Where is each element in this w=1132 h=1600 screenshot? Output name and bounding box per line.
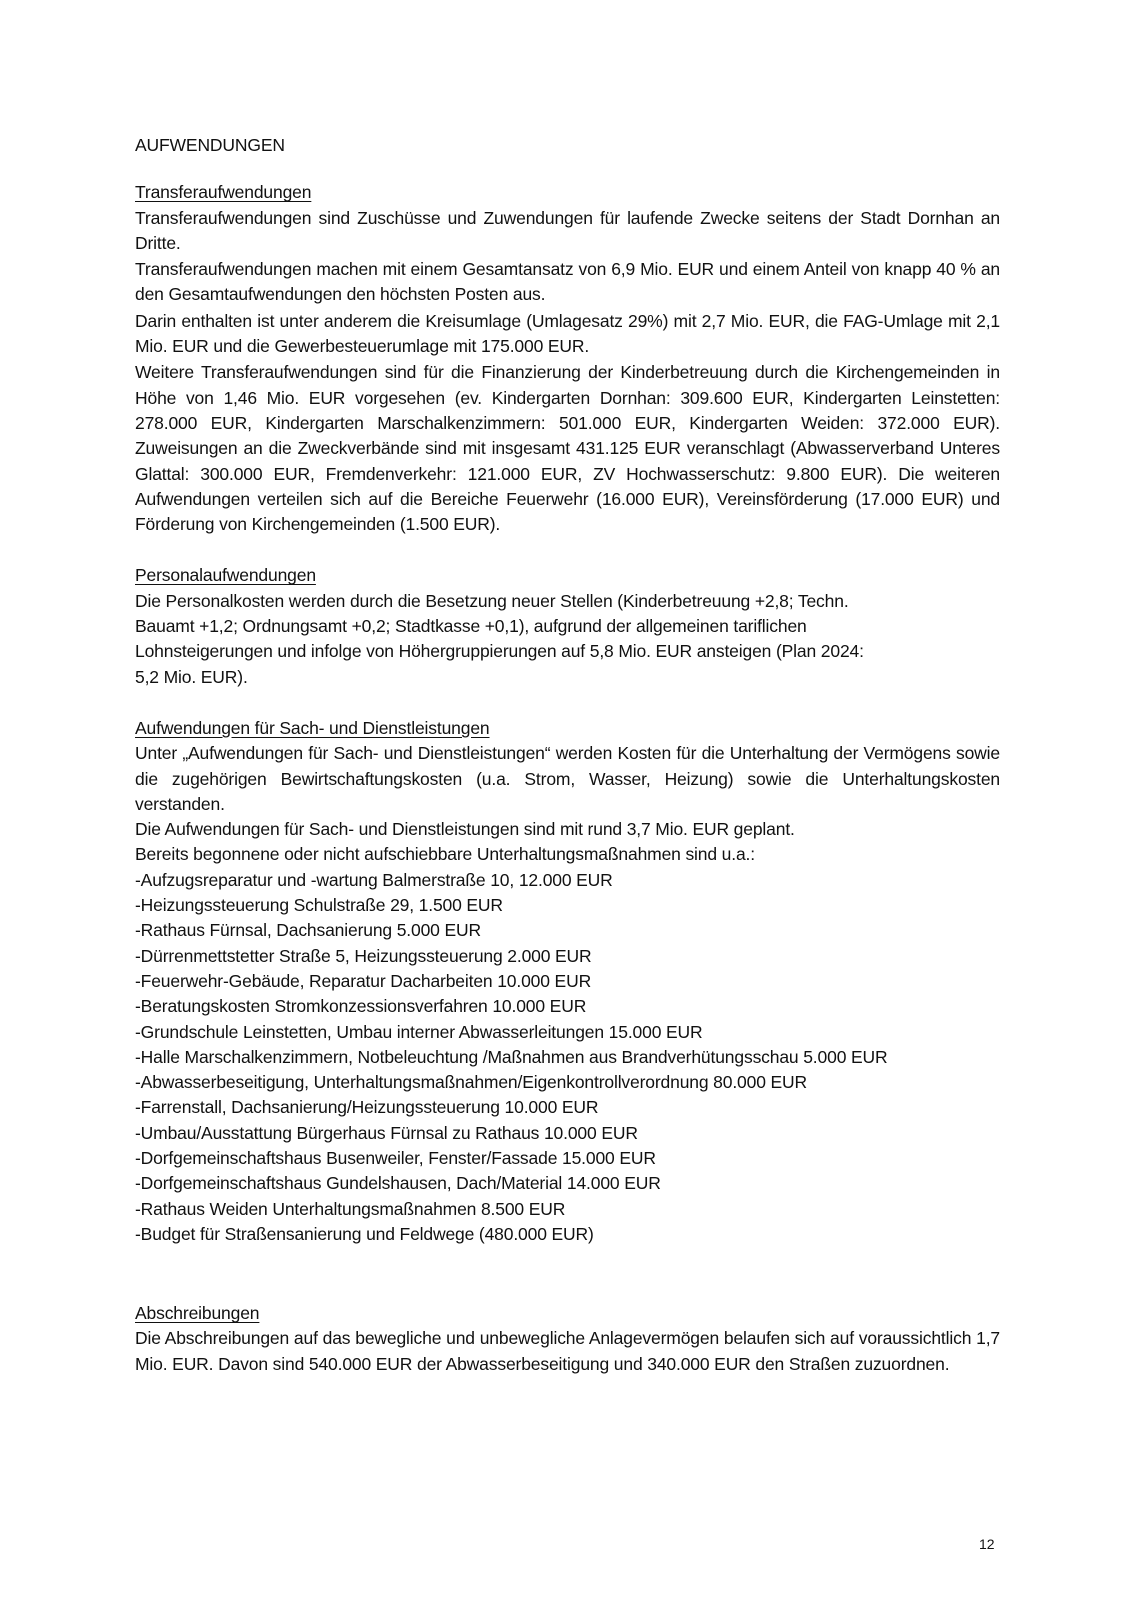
transfer-heading: Transferaufwendungen: [135, 182, 312, 203]
list-item: -Grundschule Leinstetten, Umbau interner Abwasserleitungen 15.000 EUR: [135, 1021, 703, 1042]
list-item: -Dorfgemeinschaftshaus Busenweiler, Fenster/Fassade 15.000 EUR: [135, 1147, 656, 1168]
personal-heading: Personalaufwendungen: [135, 565, 316, 586]
sach-heading: Aufwendungen für Sach- und Dienstleistungen: [135, 717, 490, 738]
list-item: -Halle Marschalkenzimmern, Notbeleuchtung /Maßnahmen aus Brandverhütungsschau 5.000 EUR: [135, 1046, 888, 1067]
list-item: -Feuerwehr-Gebäude, Reparatur Dacharbeiten 10.000 EUR: [135, 970, 592, 991]
section-transfer: [135, 180, 1000, 537]
maintenance-list: [135, 868, 1000, 1247]
personal-line: Bauamt +1,2; Ordnungsamt +0,2; Stadtkasse +0,1), aufgrund der allgemeinen tariflichen: [135, 616, 807, 637]
list-item: -Dorfgemeinschaftshaus Gundelshausen, Dach/Material 14.000 EUR: [135, 1173, 661, 1194]
abschreibungen-heading: Abschreibungen: [135, 1303, 260, 1324]
sach-intro: Unter „Aufwendungen für Sach- und Dienstleistungen“ werden Kosten für die Unterhaltung der Vermögens sowie die zugehörigen Bewirtschaftungskosten (u.a. Strom, Wasser, Heizung) sowie die Unterhaltungskosten verstanden.: [135, 743, 1000, 814]
list-item: -Rathaus Weiden Unterhaltungsmaßnahmen 8.500 EUR: [135, 1198, 566, 1219]
section-abschreibungen: [135, 1301, 1000, 1377]
page-number: 12: [979, 1536, 995, 1552]
list-item: -Rathaus Fürnsal, Dachsanierung 5.000 EUR: [135, 920, 481, 941]
sach-planned: Die Aufwendungen für Sach- und Dienstleistungen sind mit rund 3,7 Mio. EUR geplant.: [135, 819, 795, 840]
personal-line: 5,2 Mio. EUR).: [135, 666, 248, 687]
sach-list-intro: Bereits begonnene oder nicht aufschiebbare Unterhaltungsmaßnahmen sind u.a.:: [135, 844, 755, 865]
list-item: -Heizungssteuerung Schulstraße 29, 1.500 EUR: [135, 895, 503, 916]
transfer-paragraph: Transferaufwendungen sind Zuschüsse und Zuwendungen für laufende Zwecke seitens der Stadt Dornhan an Dritte.: [135, 207, 1000, 253]
list-item: -Budget für Straßensanierung und Feldwege (480.000 EUR): [135, 1223, 594, 1244]
list-item: -Aufzugsreparatur und -wartung Balmerstraße 10, 12.000 EUR: [135, 869, 613, 890]
document-body: [135, 133, 1000, 1377]
transfer-paragraph: Transferaufwendungen machen mit einem Gesamtansatz von 6,9 Mio. EUR und einem Anteil von knapp 40 % an den Gesamtaufwendungen den höchsten Posten aus.: [135, 259, 1000, 305]
list-item: -Umbau/Ausstattung Bürgerhaus Fürnsal zu Rathaus 10.000 EUR: [135, 1122, 638, 1143]
transfer-paragraph: Weitere Transferaufwendungen sind für die Finanzierung der Kinderbetreuung durch die Kirchengemeinden in Höhe von 1,46 Mio. EUR vorgesehen (ev. Kindergarten Dornhan: 309.600 EUR, Kindergarten Leinstetten: 278.000 EUR, Kindergarten Marschalkenzimmern: 501.000 EUR, Kindergarten Weiden: 372.000 EUR). Zuweisungen an die Zweckverbände sind mit insgesamt 431.125 EUR veranschlagt (Abwasserverband Unteres Glattal: 300.000 EUR, Fremdenverkehr: 121.000 EUR, ZV Hochwasserschutz: 9.800 EUR). Die weiteren Aufwendungen verteilen sich auf die Bereiche Feuerwehr (16.000 EUR), Vereinsförderung (17.000 EUR) und Förderung von Kirchengemeinden (1.500 EUR).: [135, 362, 1000, 535]
list-item: -Farrenstall, Dachsanierung/Heizungssteuerung 10.000 EUR: [135, 1097, 599, 1118]
personal-line: Lohnsteigerungen und infolge von Höhergruppierungen auf 5,8 Mio. EUR ansteigen (Plan 2024:: [135, 641, 864, 662]
transfer-paragraph: Darin enthalten ist unter anderem die Kreisumlage (Umlagesatz 29%) mit 2,7 Mio. EUR, die FAG-Umlage mit 2,1 Mio. EUR und die Gewerbesteuerumlage mit 175.000 EUR.: [135, 310, 1000, 357]
section-personal: [135, 563, 1000, 689]
personal-line: Die Personalkosten werden durch die Besetzung neuer Stellen (Kinderbetreuung +2,8; Techn.: [135, 590, 849, 611]
abschreibungen-text: Die Abschreibungen auf das bewegliche und unbewegliche Anlagevermögen belaufen sich auf voraussichtlich 1,7 Mio. EUR. Davon sind 540.000 EUR der Abwasserbeseitigung und 340.000 EUR den Straßen zuzuordnen.: [135, 1328, 1000, 1374]
main-heading: AUFWENDUNGEN: [135, 135, 285, 155]
list-item: -Abwasserbeseitigung, Unterhaltungsmaßnahmen/Eigenkontrollverordnung 80.000 EUR: [135, 1072, 808, 1093]
list-item: -Beratungskosten Stromkonzessionsverfahren 10.000 EUR: [135, 996, 587, 1017]
section-sach: [135, 716, 1000, 1247]
list-item: -Dürrenmettstetter Straße 5, Heizungssteuerung 2.000 EUR: [135, 945, 592, 966]
